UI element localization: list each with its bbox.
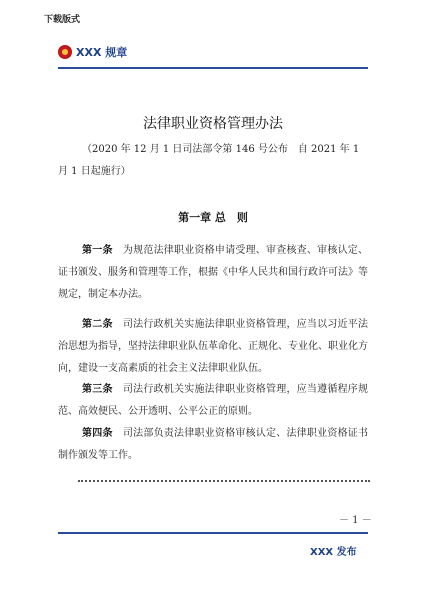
footer-publisher: XXX 发布 <box>310 547 357 558</box>
article-4 <box>58 423 368 467</box>
national-emblem-icon <box>58 45 72 59</box>
article-label: 第一条 <box>82 245 113 256</box>
header-divider <box>58 67 368 69</box>
document-subtitle: （2020 年 12 月 1 日司法部令第 146 号公布 自 2021 年 1 月 1 日起施行） <box>58 144 360 177</box>
article-text: 为规范法律职业资格申请受理、审查核查、审核认定、证书颁发、服务和管理等工作，根据《中华人民共和国行政许可法》等规定，制定本办法。 <box>58 245 369 300</box>
article-label: 第二条 <box>82 319 113 330</box>
footer-divider <box>58 532 368 534</box>
article-text: 司法行政机关实施法律职业资格管理，应当遵循程序规范、高效便民、公开透明、公平公正的原则。 <box>58 384 369 417</box>
article-3 <box>58 379 368 423</box>
document-title: 法律职业资格管理办法 <box>143 116 283 132</box>
page-number: － 1 － <box>339 515 372 526</box>
article-label: 第四条 <box>82 428 113 439</box>
download-format-label: 下载版式 <box>44 15 81 25</box>
article-label: 第三条 <box>82 384 113 395</box>
header-title: XXX 规章 <box>76 46 128 59</box>
article-text: 司法部负责法律职业资格审核认定、法律职业资格证书制作颁发等工作。 <box>58 428 369 461</box>
article-text: 司法行政机关实施法律职业资格管理，应当以习近平法治思想为指导，坚持法律职业队伍革命化、正规化、专业化、职业化方向，建设一支高素质的社会主义法律职业队伍。 <box>58 319 369 374</box>
chapter-heading: 第一章 总 则 <box>178 211 248 224</box>
article-1 <box>58 240 368 306</box>
article-2 <box>58 314 368 380</box>
document-header <box>58 44 127 60</box>
dotted-separator <box>78 480 370 482</box>
